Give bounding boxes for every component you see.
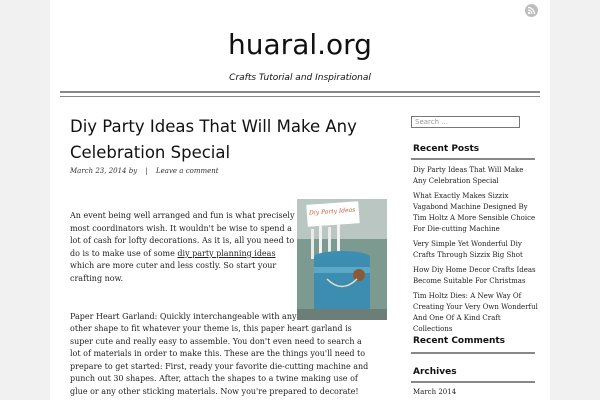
recent-post-item[interactable]: What Exactly Makes Sizzix Vagabond Machine Designed By Tim Holtz A More Sensible Choice For Die-cutting Machine: [413, 192, 536, 233]
site-tagline: Crafts Tutorial and Inspirational: [229, 73, 371, 83]
rss-icon[interactable]: [525, 4, 538, 17]
site-title[interactable]: huaral.org: [228, 28, 372, 61]
post-by: by: [128, 167, 138, 175]
recent-comments-rule: [411, 352, 535, 354]
leave-comment-link[interactable]: Leave a comment: [156, 167, 219, 175]
meta-separator: |: [145, 167, 148, 175]
recent-post-item[interactable]: Tim Holtz Dies: A New Way Of Creating Your Very Own Wonderful And One Of A Kind Craft Collections: [413, 292, 538, 333]
post-image: [297, 199, 387, 320]
photo-caption: Diy Party Ideas: [308, 206, 356, 217]
p1-text-b: which are more cuter and less costly. So start your crafting now.: [70, 261, 277, 283]
archives-title: Archives: [413, 367, 457, 377]
search-input[interactable]: Search ...: [411, 116, 520, 128]
post-paragraph-1: [70, 210, 298, 285]
p1-text-a: An event being well arranged and fun is what precisely most coordinators wish. It wouldn't be wise to spend a lot of cash for lofty decorations. As it is, all you need to do is to make use of some: [70, 211, 295, 258]
post-date[interactable]: March 23, 2014: [70, 167, 127, 175]
archives-rule: [411, 381, 535, 383]
recent-post-item[interactable]: Very Simple Yet Wonderful Diy Crafts Through Sizzix Big Shot: [413, 240, 523, 259]
archive-item[interactable]: March 2014: [413, 388, 457, 396]
recent-post-item[interactable]: Diy Party Ideas That Will Make Any Celebration Special: [413, 166, 524, 185]
header-divider: [60, 91, 540, 93]
recent-posts-list: [413, 165, 538, 339]
diy-party-planning-link[interactable]: diy party planning ideas: [177, 248, 276, 258]
post-title[interactable]: Diy Party Ideas That Will Make Any Celebration Special: [70, 117, 357, 162]
post-paragraph-2-line1: Paper Heart Garland: Quickly interchangeable with any: [70, 312, 297, 321]
header-divider-thin: [60, 96, 540, 97]
recent-posts-title: Recent Posts: [413, 144, 480, 154]
recent-post-item[interactable]: How Diy Home Decor Crafts Ideas Become Suitable For Christmas: [413, 266, 536, 285]
recent-posts-rule: [411, 158, 535, 160]
post-meta: [70, 167, 219, 175]
recent-comments-title: Recent Comments: [413, 336, 506, 346]
post-paragraph-2-rest: other shape to fit whatever your theme is, this paper heart garland is super cute and really easy to assemble. You don't even need to search a lot of materials in order to make this. These are the things you'll need to prepare to get started: First, ready your favorite die-cutting machine and punch out 30 shapes. After, attach the shapes to a twine making use of glue or any other sticking materials. Now you're prepared to decorate!: [70, 324, 369, 396]
